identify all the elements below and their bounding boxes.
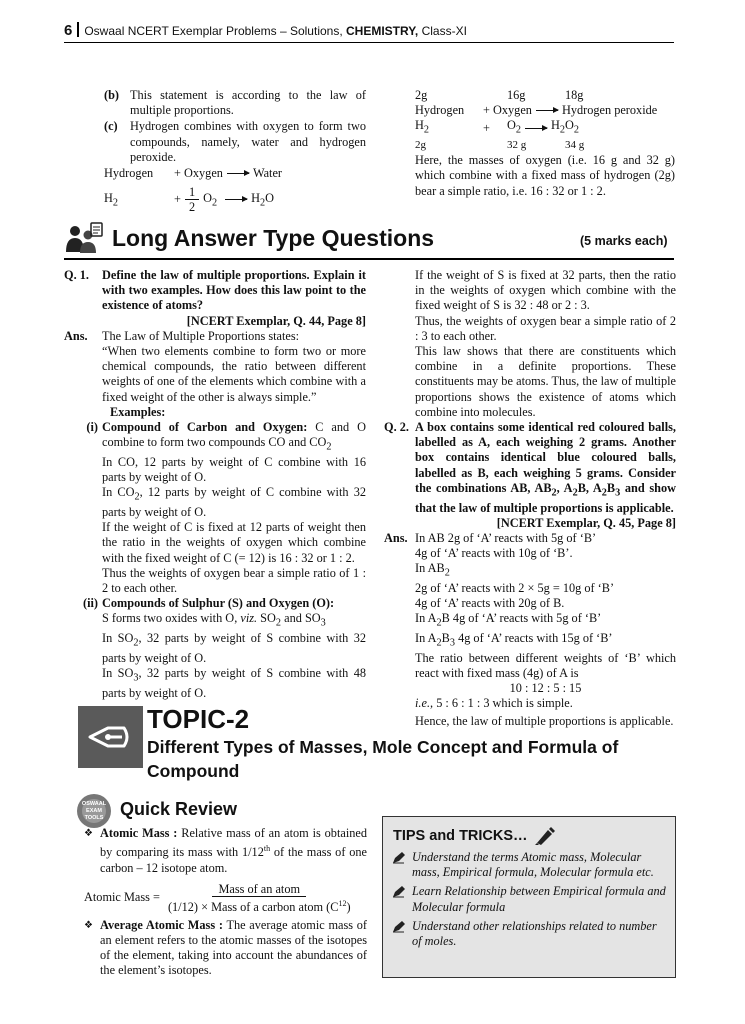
pen-icon: [392, 885, 406, 898]
section-marks: (5 marks each): [580, 234, 668, 248]
formula-den-a: (1/12) × Mass of a carbon atom (C: [167, 899, 339, 914]
f-plus: +: [483, 120, 490, 135]
sub: 3: [133, 672, 139, 684]
water-formula-equation: [104, 185, 274, 214]
sub: 3: [449, 637, 455, 649]
reaction-arrow: [227, 173, 249, 174]
sub: 2: [133, 637, 139, 649]
sub: 2: [134, 491, 140, 503]
tip-text: Understand other relationships related to number of moles.: [412, 918, 657, 949]
eq-plus: +: [174, 192, 181, 206]
eq-h: H: [104, 190, 113, 205]
q1-conclusion: This law shows that there are constituents which combine in a definite proportions. These constituents may be atoms. Thus, the law of multiple proportions shows the existence of atoms which combine into molecules.: [415, 344, 676, 419]
tip-text: Understand the terms Atomic mass, Molecular mass, Empirical formula, Molecular formula etc.: [412, 850, 654, 880]
header-divider: [77, 22, 79, 37]
f-h: H: [415, 118, 424, 133]
top-left-continuation: [104, 88, 366, 165]
tip-item: [392, 850, 667, 880]
law-quote: “When two elements combine to form two or more chemical compounds, the ratio between different weights of one of the elements which combine with a fixed weight of the other is always simple.”: [102, 344, 366, 404]
item-b-text: This statement is according to the law of multiple proportions.: [130, 88, 366, 118]
ex-ii-so2: SO: [260, 611, 276, 626]
reaction-arrow: [225, 199, 247, 200]
item-c-label: (c): [104, 119, 118, 134]
pen-icon: [392, 920, 406, 933]
water-word-equation: [104, 166, 282, 181]
g-p: 34 g: [565, 139, 585, 152]
top-right-continuation: [415, 88, 675, 199]
q1-label: Q. 1.: [64, 268, 89, 282]
ex-ii-title: Compounds of Sulphur (S) and Oxygen (O):: [102, 596, 335, 611]
eq-oxygen: + Oxygen: [174, 166, 223, 180]
header-class: Class-XI: [421, 24, 467, 38]
q2-l10a: i.e.,: [415, 696, 434, 711]
q1-s-thus: Thus, the weights of oxygen bear a simple ratio of 2 : 3 to each other.: [415, 313, 676, 343]
atomic-mass-label: Atomic Mass :: [100, 826, 178, 840]
f-o: O: [507, 118, 516, 133]
frac-den: 2: [188, 200, 196, 214]
q2-text-c: B, A: [577, 480, 602, 495]
ex-i-label: (i): [86, 420, 98, 435]
sub: 2: [444, 567, 450, 579]
q1-ref: [NCERT Exemplar, Q. 44, Page 8]: [186, 313, 366, 328]
quick-review-body: [84, 826, 367, 979]
q2-l7a: In A: [415, 631, 437, 646]
badge-bot: TOOLS: [84, 815, 104, 821]
reaction-arrow: [536, 110, 558, 111]
ex-ii-and: and SO: [284, 611, 321, 626]
ex-ii-label: (ii): [82, 596, 98, 611]
q2-l10b: 5 : 6 : 1 : 3 which is simple.: [436, 696, 573, 711]
sub: 2: [275, 617, 282, 629]
q2-l6a: In A: [415, 611, 437, 626]
ex-ii-viz: viz.: [240, 611, 258, 626]
q2-l3: In AB: [415, 561, 445, 576]
sub: 2: [260, 197, 266, 209]
eq-o: O: [265, 190, 275, 205]
q1-ans-intro: The Law of Multiple Proportions states:: [102, 328, 300, 343]
eq-water: Water: [252, 166, 283, 180]
frac-num: 1: [185, 185, 199, 200]
formula-den-b: ): [346, 899, 351, 914]
sub: 2: [601, 487, 607, 499]
sub: 2: [436, 637, 442, 649]
q2-l8: The ratio between different weights of ‘B’ which react with fixed mass (4g) of A is: [415, 650, 676, 680]
eq-o: O: [203, 190, 212, 205]
q2-text-d: B: [606, 480, 616, 495]
tips-box: [382, 816, 676, 978]
item-b-label: (b): [104, 88, 120, 102]
q2-l4: 2g of ‘A’ reacts with 2 × 5g = 10g of ‘B’: [415, 580, 615, 595]
sub: 2: [423, 124, 430, 136]
ex-ii-a: S forms two oxides with O,: [102, 611, 238, 626]
badge-top: OSWAAL: [81, 801, 107, 807]
sub: 3: [615, 487, 621, 499]
q2-text-e: and show that the law of multiple proportions is applicable.: [415, 480, 676, 515]
tip-item: [392, 884, 667, 914]
mass-h: 2g: [415, 88, 428, 102]
g-h: 2g: [415, 139, 426, 152]
q1-right: [384, 268, 676, 729]
name-o: + Oxygen: [483, 103, 532, 118]
sub: 3: [320, 617, 326, 629]
sub: 2: [326, 441, 332, 453]
ex-ii-b2: , 32 parts by weight of S combine with 32 parts by weight of O.: [102, 631, 366, 665]
eq-hydrogen: Hydrogen: [104, 166, 154, 180]
people-thinking-icon: [64, 222, 104, 261]
tips-title: TIPS and TRICKS…: [393, 828, 528, 844]
header-rule: [64, 42, 674, 43]
ex-ii-c1: In SO: [102, 665, 134, 680]
mass-p: 18g: [565, 88, 584, 102]
examples-heading: Examples:: [110, 404, 166, 419]
atomic-sup: th: [263, 844, 271, 854]
sub: 2: [551, 487, 557, 499]
ex-i-co: In CO, 12 parts by weight of C combine with 16 parts by weight of O.: [102, 454, 366, 485]
eq-h: H: [251, 190, 260, 205]
formula-num: Mass of an atom: [212, 882, 306, 897]
sub: 2: [573, 124, 580, 136]
reaction-arrow: [525, 128, 547, 129]
g-o: 32 g: [507, 139, 527, 152]
ex-i-text: C and O combine to form two compounds CO and CO: [102, 420, 366, 450]
sub: 2: [112, 197, 119, 209]
f-o: O: [565, 118, 574, 133]
f-h: H: [551, 118, 560, 133]
atomic-mass-text-b: of the mass of one carbon – 12 isotope atom.: [100, 845, 367, 875]
ex-i-thus: Thus the weights of oxygen bear a simple ratio of 1 : 2 to each other.: [102, 565, 366, 595]
avg-mass-label: Average Atomic Mass :: [100, 917, 223, 932]
sub: 2: [559, 124, 566, 136]
topic-divider: [140, 706, 143, 768]
header-title: Oswaal NCERT Exemplar Problems – Solutions,: [84, 24, 343, 38]
page-number: 6: [64, 22, 73, 39]
sub: 2: [572, 487, 578, 499]
q2-l7b: B: [441, 631, 450, 646]
q2-text-b: , A: [556, 480, 573, 495]
fountain-pen-icon: [78, 706, 140, 768]
quick-review-title: Quick Review: [120, 799, 238, 819]
atomic-mass-text-a: Relative mass of an atom is obtained by comparing its mass with 1/12: [100, 826, 368, 860]
q1-left: [64, 268, 366, 701]
q2-label: Q. 2.: [384, 420, 409, 435]
page-header: [64, 22, 467, 39]
section-rule: [64, 258, 674, 260]
q1-ans-label: Ans.: [64, 328, 88, 343]
sub: 2: [515, 124, 522, 136]
ex-i-co2-a: In CO: [102, 485, 135, 500]
q2-l1: In AB 2g of ‘A’ reacts with 5g of ‘B’: [415, 530, 597, 545]
q2-l11: Hence, the law of multiple proportions is applicable.: [415, 713, 674, 728]
ex-ii-c2: , 32 parts by weight of S combine with 48 parts by weight of O.: [102, 665, 366, 700]
bullet-icon: ❖: [84, 919, 93, 931]
tip-text: Learn Relationship between Empirical formula and Molecular formula: [412, 884, 666, 914]
badge-mid: EXAM: [86, 808, 102, 814]
atomic-mass-formula: [84, 882, 367, 914]
item-c-text: Hydrogen combines with oxygen to form two compounds, namely, water and hydrogen peroxide.: [130, 119, 366, 164]
formula-den-sup: 12: [338, 898, 347, 908]
topic-title: Different Types of Masses, Mole Concept and Formula of Compound: [147, 737, 619, 781]
q2-l7c: 4g of ‘A’ reacts with 15g of ‘B’: [458, 631, 613, 646]
q2-l9: 10 : 12 : 5 : 15: [509, 681, 582, 696]
q1-question: Define the law of multiple proportions. Explain it with two examples. How does this law point to the existence of atoms?: [102, 268, 366, 313]
q2-l5: 4g of ‘A’ reacts with 20g of B.: [415, 596, 565, 611]
ratio-explanation: Here, the masses of oxygen (i.e. 16 g and 32 g) which combine with a fixed mass of hydrogen (2g) bear a simple ratio, i.e. 16 : 32 or 1 : 2.: [415, 153, 675, 198]
q2-l6b: B 4g of ‘A’ reacts with 5g of ‘B’: [441, 611, 602, 626]
ex-i-fixed: If the weight of C is fixed at 12 parts of weight then the ratio in the weights of oxygen which combine with the fixed weight of C (= 12) is 16 : 32 or 1 : 2.: [102, 520, 366, 565]
sub: 2: [436, 617, 442, 629]
half-fraction: [185, 185, 199, 214]
formula-lhs: Atomic Mass =: [84, 890, 160, 905]
header-subject: CHEMISTRY,: [346, 24, 419, 38]
q2-ref: [NCERT Exemplar, Q. 45, Page 8]: [496, 515, 676, 530]
name-h: Hydrogen: [415, 103, 465, 118]
pen-writing-icon: [534, 826, 556, 846]
q2-l2: 4g of ‘A’ reacts with 10g of ‘B’.: [415, 546, 573, 561]
bullet-icon: ❖: [84, 828, 93, 839]
sub: 2: [211, 197, 218, 209]
q2-text-a: A box contains some identical red coloured balls, labelled as A, each weighing 2 grams. Another box contains identical blue coloured balls, labelled as B, each weighing 5 grams. Consider the combinations AB, AB: [415, 420, 676, 495]
avg-mass-text: The average atomic mass of an element refers to the atomic masses of the isotopes of the element, taking into account the abundances of the element’s isotopes.: [100, 917, 368, 978]
section-title: Long Answer Type Questions: [112, 225, 435, 251]
name-p: Hydrogen peroxide: [561, 103, 658, 118]
q2-ans-label: Ans.: [384, 530, 408, 545]
ex-i-title: Compound of Carbon and Oxygen:: [102, 420, 308, 435]
ex-ii-b1: In SO: [102, 631, 134, 646]
q1-s-ratio: If the weight of S is fixed at 32 parts, then the ratio in the weights of oxygen which combine with the fixed weight of S is 32 : 48 or 2 : 3.: [415, 268, 676, 313]
pen-icon: [392, 851, 406, 864]
ex-i-co2-b: , 12 parts by weight of C combine with 32 parts by weight of O.: [102, 485, 366, 519]
mass-o: 16g: [507, 88, 526, 102]
topic-number: TOPIC-2: [147, 704, 250, 734]
tip-item: [392, 919, 667, 949]
